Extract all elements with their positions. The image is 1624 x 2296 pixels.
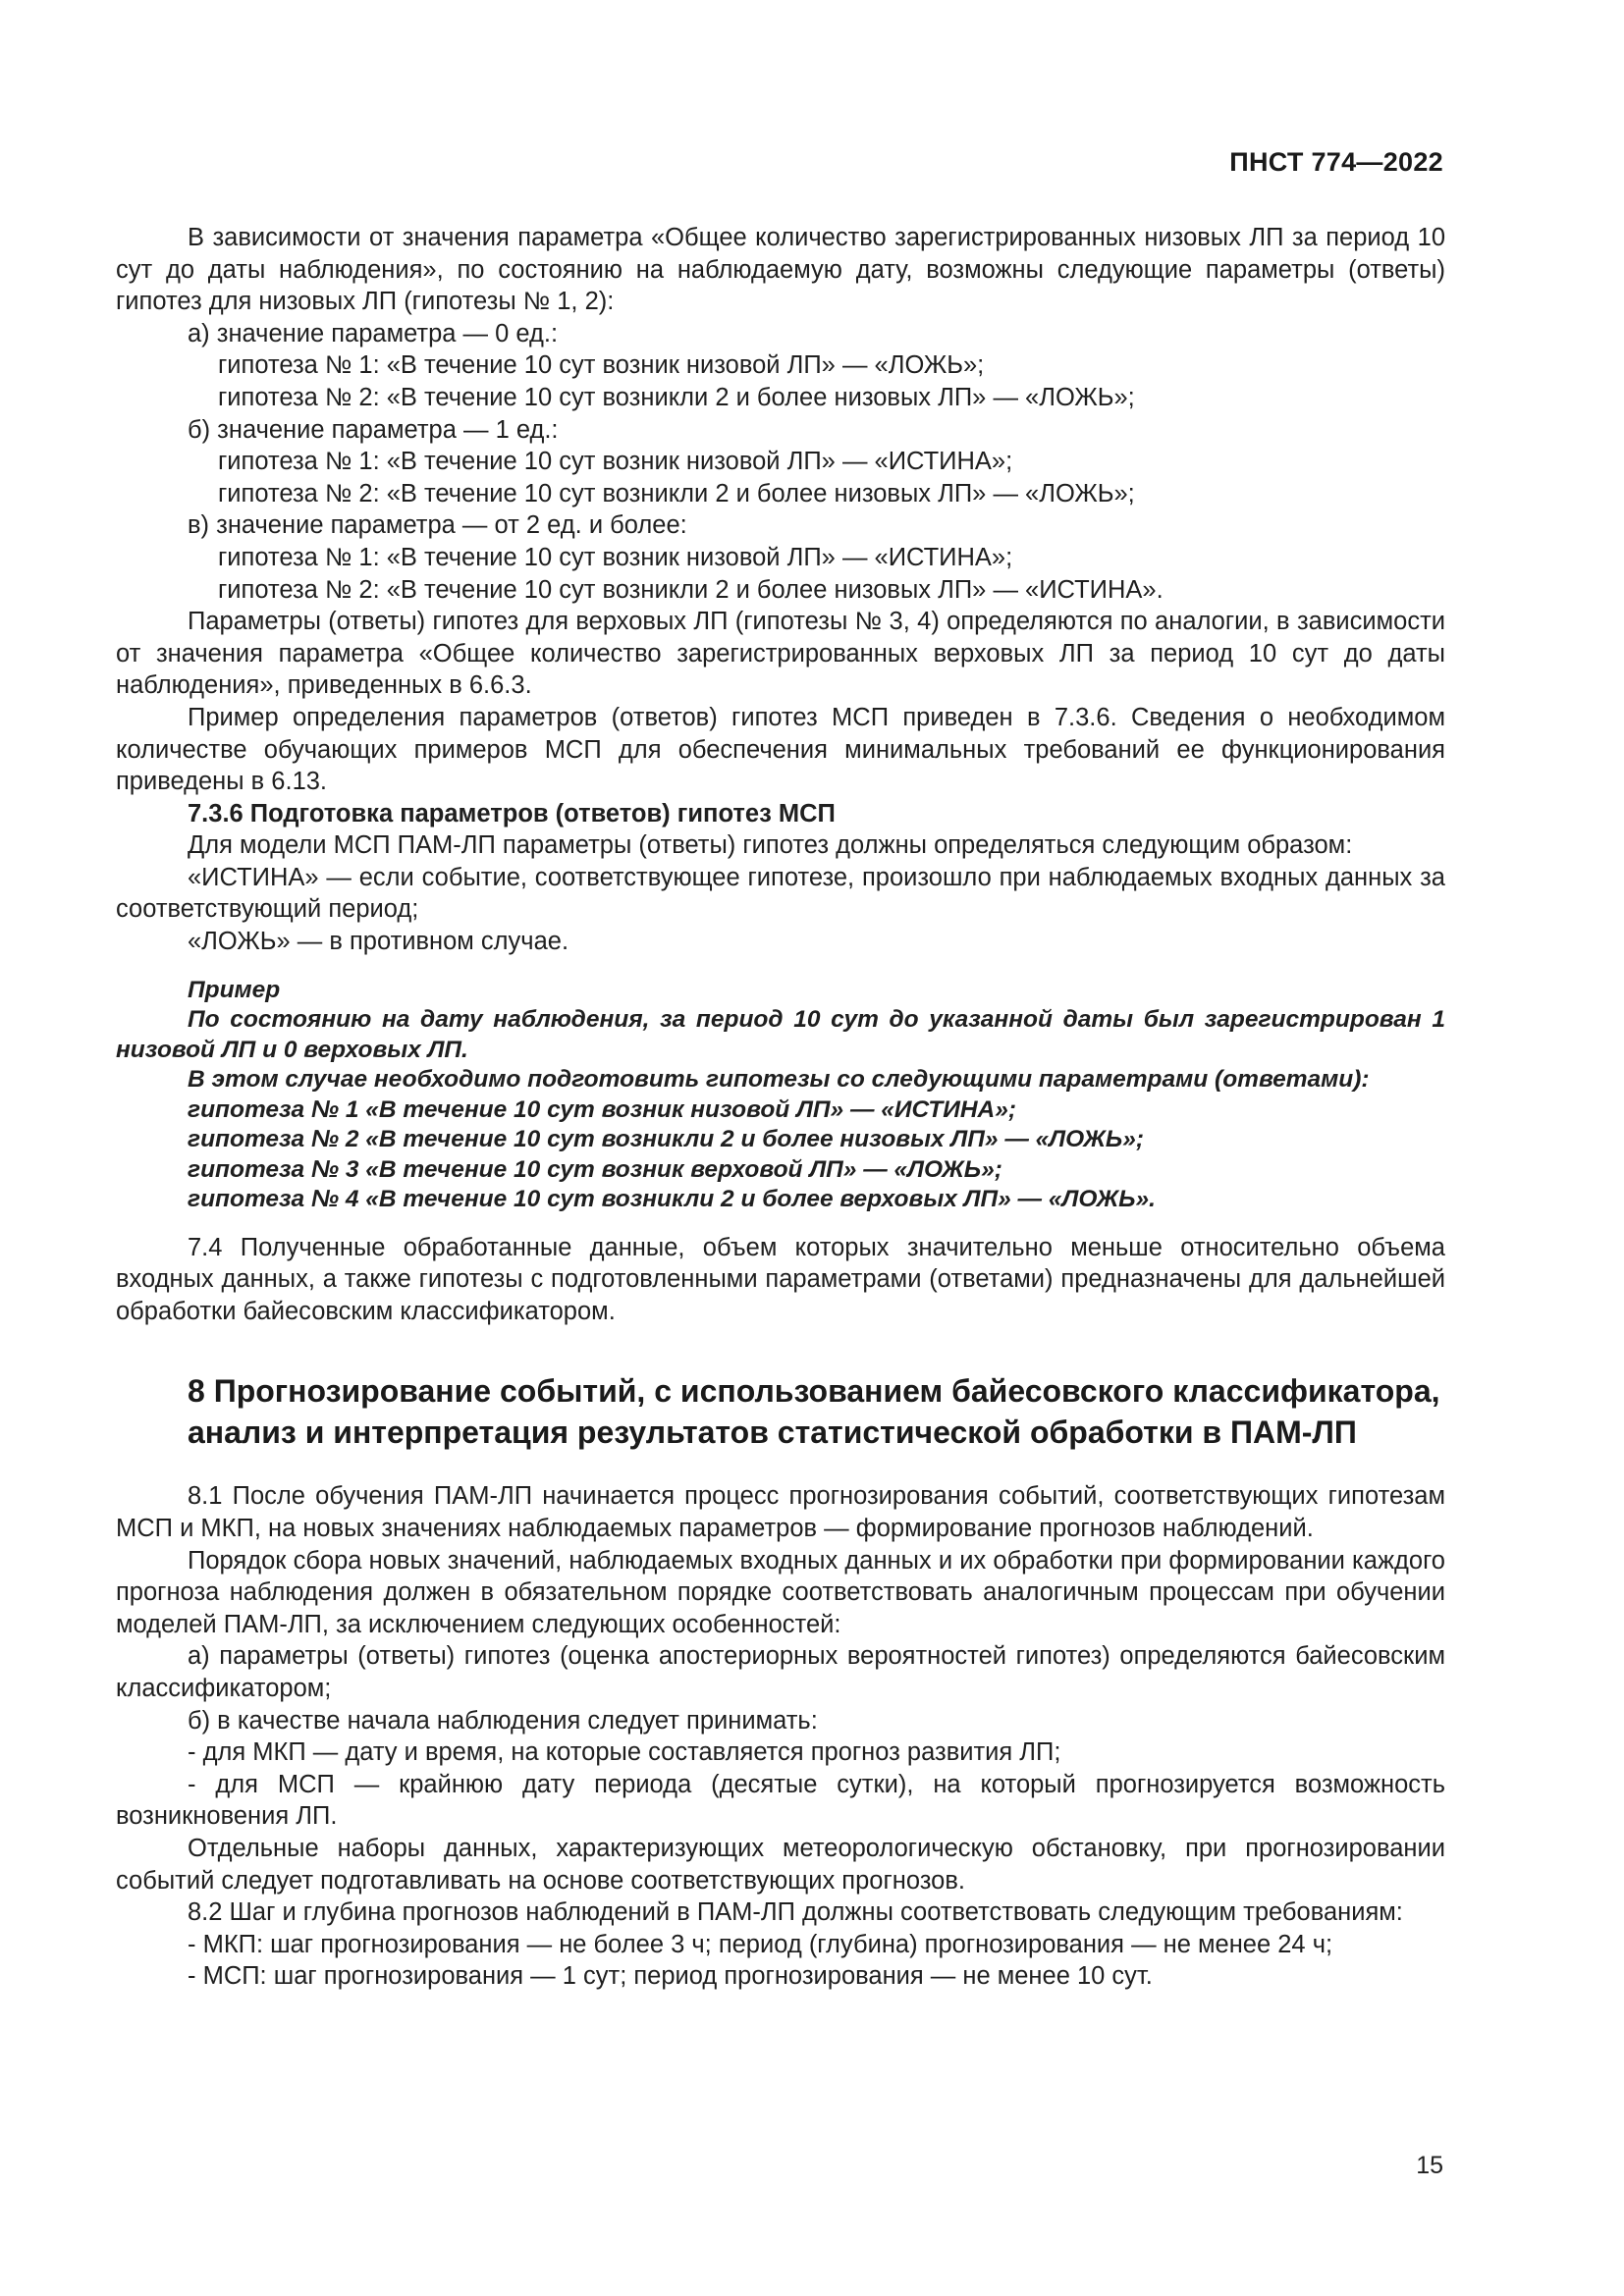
example-block [116,976,1445,1215]
example-label: Пример [188,976,281,1003]
subsection-heading-7-3-6: 7.3.6 Подготовка параметров (ответов) гипотез МСП [188,799,836,828]
spacer [116,1215,1445,1232]
case-c-hypothesis-1: гипотеза № 1: «В течение 10 сут возник низовой ЛП» — «ИСТИНА»; [218,543,1013,571]
paragraph-order: Порядок сбора новых значений, наблюдаемых входных данных и их обработки при формировании каждого прогноза наблюдения должен в обязательном порядке соответствовать аналогичным процессам при обучении моделей ПАМ-ЛП, за исключением следующих особенностей: [116,1546,1445,1638]
paragraph-8-2-mkp: - МКП: шаг прогнозирования — не более 3 ч; период (глубина) прогнозирования — не менее 24 ч; [188,1930,1333,1958]
paragraph-true-definition: «ИСТИНА» — если событие, соответствующее гипотезе, произошло при наблюдаемых входных данных за соответствующий период; [116,863,1445,924]
example-hypothesis-1: гипотеза № 1 «В течение 10 сут возник низовой ЛП» — «ИСТИНА»; [188,1095,1017,1123]
example-instruction: В этом случае необходимо подготовить гипотезы со следующими параметрами (ответами): [188,1066,1370,1094]
example-hypothesis-3: гипотеза № 3 «В течение 10 сут возник верховой ЛП» — «ЛОЖЬ»; [188,1155,1002,1183]
case-c-hypothesis-2: гипотеза № 2: «В течение 10 сут возникли 2 и более низовых ЛП» — «ИСТИНА». [218,575,1164,604]
example-observation: По состоянию на дату наблюдения, за период 10 сут до указанной даты был зарегистрирован 1 низовой ЛП и 0 верховых ЛП. [116,1006,1445,1063]
paragraph-example-reference: Пример определения параметров (ответов) гипотез МСП приведен в 7.3.6. Сведения о необходимом количестве обучающих примеров МСП для обеспечения минимальных требований ее функционирования приведены в 6.13. [116,703,1445,796]
paragraph-upper-fires: Параметры (ответы) гипотез для верховых ЛП (гипотезы № 3, 4) определяются по аналогии, в зависимости от значения параметра «Общее количество зарегистрированных верховых ЛП за период 10 сут до даты наблюдения», приведенных в 6.6.3. [116,608,1445,700]
case-a-hypothesis-2: гипотеза № 2: «В течение 10 сут возникли 2 и более низовых ЛП» — «ЛОЖЬ»; [218,383,1135,411]
case-b-hypothesis-1: гипотеза № 1: «В течение 10 сут возник низовой ЛП» — «ИСТИНА»; [218,448,1013,476]
paragraph-8-2: 8.2 Шаг и глубина прогнозов наблюдений в ПАМ-ЛП должны соответствовать следующим требованиям: [188,1898,1403,1927]
case-a-hypothesis-1: гипотеза № 1: «В течение 10 сут возник низовой ЛП» — «ЛОЖЬ»; [218,351,985,380]
case-b: б) значение параметра — 1 ед.: [188,415,559,444]
paragraph-8-2-msp: - МСП: шаг прогнозирования — 1 сут; период прогнозирования — не менее 10 сут. [188,1962,1153,1991]
paragraph-item-a: а) параметры (ответы) гипотез (оценка апостериорных вероятностей гипотез) определяются байесовским классификатором; [116,1642,1445,1702]
example-hypothesis-2: гипотеза № 2 «В течение 10 сут возникли 2 и более низовых ЛП» — «ЛОЖЬ»; [188,1126,1145,1153]
page-number: 15 [1416,2152,1443,2179]
paragraph-7-4: 7.4 Полученные обработанные данные, объем которых значительно меньше относительно объема входных данных, а также гипотезы с подготовленными параметрами (ответами) предназначены для дальнейшей обработки байесовским классификатором. [116,1233,1445,1325]
paragraph-mkp-start: - для МКП — дату и время, на которые составляется прогноз развития ЛП; [188,1738,1061,1767]
case-c: в) значение параметра — от 2 ед. и более: [188,511,687,540]
case-b-hypothesis-2: гипотеза № 2: «В течение 10 сут возникли 2 и более низовых ЛП» — «ЛОЖЬ»; [218,479,1135,507]
document-body [116,222,1445,1993]
paragraph-7-3-6-rule: Для модели МСП ПАМ-ЛП параметры (ответы) гипотез должны определяться следующим образом: [188,831,1353,860]
paragraph-data-sets: Отдельные наборы данных, характеризующих метеорологическую обстановку, при прогнозировании событий следует подготавливать на основе соответствующих прогнозов. [116,1834,1445,1895]
example-hypothesis-4: гипотеза № 4 «В течение 10 сут возникли 2 и более верховых ЛП» — «ЛОЖЬ». [188,1186,1156,1213]
paragraph-8-1: 8.1 После обучения ПАМ-ЛП начинается процесс прогнозирования событий, соответствующих гипотезам МСП и МКП, на новых значениях наблюдаемых параметров — формирование прогнозов наблюдений. [116,1482,1445,1543]
section-8-title [188,1370,1445,1453]
document-number: ПНСТ 774—2022 [1229,147,1443,177]
section-8-title-line-1: 8 Прогнозирование событий, с использованием байесовского классификатора, [188,1373,1440,1410]
paragraph-msp-start: - для МСП — крайнюю дату периода (десятые сутки), на который прогнозируется возможность возникновения ЛП. [116,1770,1445,1831]
paragraph-false-definition: «ЛОЖЬ» — в противном случае. [188,928,569,956]
paragraph-item-b: б) в качестве начала наблюдения следует принимать: [188,1706,818,1735]
paragraph-intro: В зависимости от значения параметра «Общее количество зарегистрированных низовых ЛП за период 10 сут до даты наблюдения», по состоянию на наблюдаемую дату, возможны следующие параметры (ответы) гипотез для низовых ЛП (гипотезы № 1, 2): [116,224,1445,316]
case-a: а) значение параметра — 0 ед.: [188,319,559,347]
section-8-title-line-2: анализ и интерпретация результатов статистической обработки в ПАМ-ЛП [188,1415,1357,1451]
